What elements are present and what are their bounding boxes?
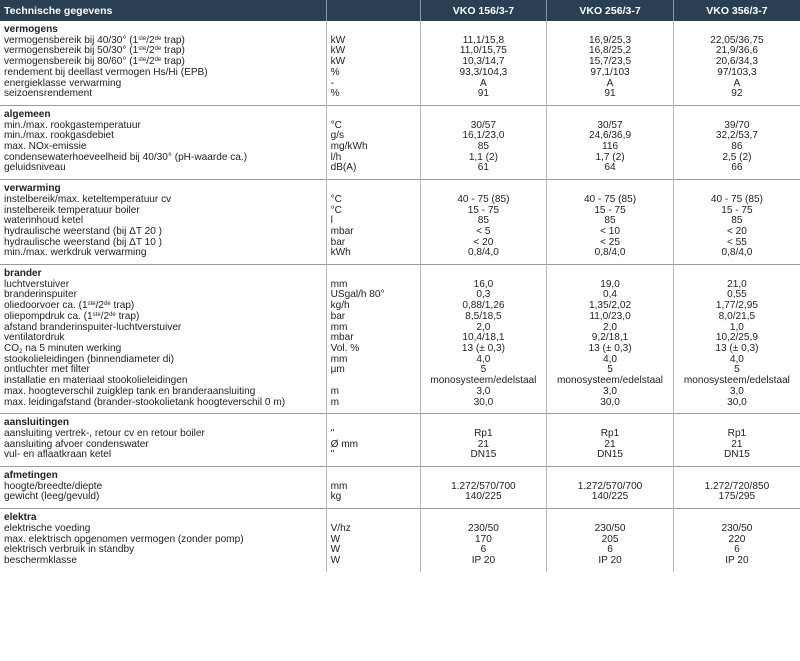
section-header-row	[0, 265, 800, 280]
spec-value: 97,1/103	[547, 68, 674, 79]
spec-label: max. leidingafstand (brander-stookolietank hoogteverschil 0 m)	[4, 396, 286, 408]
section-header-cell	[547, 21, 674, 36]
spec-unit: kg/h	[326, 301, 420, 312]
spec-value: 205	[547, 535, 674, 546]
spec-value: 40 - 75 (85)	[673, 195, 800, 206]
table-row	[0, 89, 800, 100]
spec-value: 16,8/25,2	[547, 46, 674, 57]
spec-body	[0, 21, 800, 572]
section-header-cell	[420, 105, 547, 120]
spec-label: afstand branderinspuiter-luchtverstuiver	[4, 321, 182, 333]
spec-value: 30,0	[547, 398, 674, 409]
spec-label: aansluiting afvoer condenswater	[4, 438, 149, 450]
table-row	[0, 312, 800, 323]
section-title: vermogens	[4, 24, 58, 35]
spec-value: < 5	[420, 227, 547, 238]
table-row	[0, 195, 800, 206]
table-row	[0, 398, 800, 409]
spec-value: 6	[547, 545, 674, 556]
spec-label: $CO_2$ na 5 minuten werking	[4, 342, 122, 355]
spec-label: elektrische voeding	[4, 522, 91, 534]
table-row	[0, 450, 800, 461]
spec-value: monosysteem/edelstaal	[547, 376, 674, 387]
spec-unit: kg	[326, 492, 420, 503]
section-header-cell	[673, 105, 800, 120]
spec-value: 64	[547, 163, 674, 174]
spec-value: 0,8/4,0	[420, 248, 547, 259]
spec-value: 91	[547, 89, 674, 100]
section-header-cell	[326, 21, 420, 36]
spec-unit: W	[326, 535, 420, 546]
spec-value: 91	[420, 89, 547, 100]
spec-unit: kWh	[326, 248, 420, 259]
table-row	[0, 68, 800, 79]
spec-value: 11,0/15,75	[420, 46, 547, 57]
spec-value: IP 20	[547, 556, 674, 567]
spec-unit: mg/kWh	[326, 142, 420, 153]
section-header-cell	[326, 509, 420, 524]
spec-label: ontluchter met filter	[4, 364, 90, 376]
section-header-row	[0, 180, 800, 195]
spec-value: 8,0/21,5	[673, 312, 800, 323]
spec-label: vermogensbereik bij 50/30° (1ste/2de trap)	[4, 45, 185, 57]
spec-label: oliepompdruk ca. (1ste/2de trap)	[4, 310, 140, 322]
section-title: verwarming	[0, 180, 326, 195]
spec-unit: "	[326, 450, 420, 461]
spec-value: A	[420, 79, 547, 90]
section-header-cell	[326, 265, 420, 280]
spec-value: 3,0	[547, 387, 674, 398]
spec-value: Rp1	[420, 429, 547, 440]
spec-value: A	[673, 79, 800, 90]
spec-value: 21	[420, 440, 547, 451]
section-title: brander	[0, 265, 326, 280]
spec-value: 19,0	[547, 280, 674, 291]
spec-value: 6	[420, 545, 547, 556]
spec-value: 0,3	[420, 290, 547, 301]
spacer-cell	[326, 567, 420, 572]
spec-unit: °C	[326, 206, 420, 217]
spec-value: DN15	[547, 450, 674, 461]
spec-value: 32,2/53,7	[673, 131, 800, 142]
spec-value: 3,0	[420, 387, 547, 398]
table-row	[0, 280, 800, 291]
spec-label: energieklasse verwarming	[4, 77, 122, 89]
spec-value: 10,4/18,1	[420, 333, 547, 344]
spec-value: 10,2/25,9	[673, 333, 800, 344]
section-header-row	[0, 21, 800, 36]
spec-unit: °C	[326, 195, 420, 206]
spec-label: instelbereik temperatuur boiler	[4, 204, 140, 216]
spec-unit: bar	[326, 312, 420, 323]
spec-value: 230/50	[547, 524, 674, 535]
spec-label: elektrisch verbruik in standby	[4, 544, 135, 556]
table-row	[0, 121, 800, 132]
spec-label: min./max. rookgasdebiet	[4, 130, 114, 142]
table-row	[0, 163, 800, 174]
spec-label: max. NOx-emissie	[4, 141, 87, 153]
spec-label: beschermklasse	[4, 554, 77, 566]
model-header: VKO 156/3-7	[420, 0, 547, 21]
spec-unit: mbar	[326, 227, 420, 238]
section-header-row	[0, 414, 800, 429]
spec-value: 4,0	[547, 355, 674, 366]
spec-unit: m	[326, 387, 420, 398]
section-header-row	[0, 467, 800, 482]
spec-value: 5	[673, 365, 800, 376]
spec-value: 1,35/2,02	[547, 301, 674, 312]
model-header: VKO 256/3-7	[547, 0, 674, 21]
spec-value: 170	[420, 535, 547, 546]
spec-unit: "	[326, 429, 420, 440]
spec-label: installatie en materiaal stookolieleidingen	[4, 375, 188, 387]
section-header-cell	[547, 265, 674, 280]
spec-value: 21	[673, 440, 800, 451]
spec-value: < 20	[420, 238, 547, 249]
spec-value: 220	[673, 535, 800, 546]
table-row	[0, 206, 800, 217]
spec-value: monosysteem/edelstaal	[673, 376, 800, 387]
spec-value: 6	[673, 545, 800, 556]
spec-value: < 10	[547, 227, 674, 238]
section-header-cell	[673, 509, 800, 524]
spec-value: 13 (± 0,3)	[547, 344, 674, 355]
spec-value: 1,0	[673, 323, 800, 334]
table-row	[0, 79, 800, 90]
spec-value: 15,7/23,5	[547, 57, 674, 68]
spec-label: vermogensbereik bij 80/60° (1ste/2de trap)	[4, 56, 185, 68]
spec-value: 15 - 75	[673, 206, 800, 217]
spec-label: hydraulische weerstand (bij ΔT 10 )	[4, 236, 163, 248]
spec-label: aansluiting vertrek-, retour cv en retour boiler	[4, 427, 205, 439]
spec-unit: kW	[326, 46, 420, 57]
section-header-cell	[420, 467, 547, 482]
spec-value: < 20	[673, 227, 800, 238]
section-header-cell	[547, 467, 674, 482]
spec-label: hoogte/breedte/diepte	[4, 480, 103, 492]
spec-value: 1.272/720/850	[673, 482, 800, 493]
spec-value: 175/295	[673, 492, 800, 503]
spec-value: 39/70	[673, 121, 800, 132]
spec-label: vermogensbereik bij 40/30° (1ste/2de trap)	[4, 34, 185, 46]
spec-unit: mm	[326, 323, 420, 334]
spec-label: rendement bij deellast vermogen Hs/Hi (EPB)	[4, 66, 208, 78]
section-header-cell	[547, 180, 674, 195]
table-row	[0, 440, 800, 451]
section-header-cell	[420, 414, 547, 429]
spec-value: < 25	[547, 238, 674, 249]
spec-value: 86	[673, 142, 800, 153]
section-header-cell	[547, 509, 674, 524]
section-title: algemeen	[0, 105, 326, 120]
spec-value: IP 20	[420, 556, 547, 567]
table-title: Technische gegevens	[0, 0, 326, 21]
spec-label: geluidsniveau	[4, 162, 66, 174]
spec-value: 5	[547, 365, 674, 376]
spec-unit: V/hz	[326, 524, 420, 535]
spec-value: 85	[673, 216, 800, 227]
spec-unit: kW	[326, 36, 420, 47]
spec-label: branderinspuiter	[4, 289, 77, 301]
spec-value: 5	[420, 365, 547, 376]
spec-value: 21,0	[673, 280, 800, 291]
spec-value: 61	[420, 163, 547, 174]
spec-value: 10,3/14,7	[420, 57, 547, 68]
section-title: aansluitingen	[0, 414, 326, 429]
table-row	[0, 556, 800, 567]
spec-label: min./max. rookgastemperatuur	[4, 119, 141, 131]
spec-unit: Ø mm	[326, 440, 420, 451]
spec-value: < 55	[673, 238, 800, 249]
section-header-row	[0, 509, 800, 524]
section-title: afmetingen	[0, 467, 326, 482]
section-title: elektra	[0, 509, 326, 524]
table-row	[0, 153, 800, 164]
spec-label: seizoensrendement	[4, 88, 93, 100]
spacer-cell	[0, 567, 326, 572]
spec-value: 21,9/36,6	[673, 46, 800, 57]
spec-label: vul- en aflaatkraan ketel	[4, 449, 112, 461]
spec-value: Rp1	[547, 429, 674, 440]
spec-value: 16,0	[420, 280, 547, 291]
spec-value: 140/225	[547, 492, 674, 503]
spec-value: 13 (± 0,3)	[420, 344, 547, 355]
spec-unit: l	[326, 216, 420, 227]
spec-value: 1,77/2,95	[673, 301, 800, 312]
spec-value: 30,0	[420, 398, 547, 409]
spec-value: 2,0	[547, 323, 674, 334]
spec-label: instelbereik/max. keteltemperatuur cv	[4, 193, 172, 205]
spec-value: 15 - 75	[420, 206, 547, 217]
spec-value: 30,0	[673, 398, 800, 409]
spec-unit: bar	[326, 238, 420, 249]
table-header-row	[0, 0, 800, 21]
spec-unit: dB(A)	[326, 163, 420, 174]
spec-value: 85	[420, 142, 547, 153]
spec-unit: m	[326, 398, 420, 409]
spec-unit: Vol. %	[326, 344, 420, 355]
spec-value: 21	[547, 440, 674, 451]
spec-label: max. elektrisch opgenomen vermogen (zonder pomp)	[4, 533, 244, 545]
spec-unit: W	[326, 556, 420, 567]
spec-value: 1,7 (2)	[547, 153, 674, 164]
table-row	[0, 248, 800, 259]
spec-value: 11,1/15,8	[420, 36, 547, 47]
spec-unit: g/s	[326, 131, 420, 142]
spec-value: 13 (± 0,3)	[673, 344, 800, 355]
section-spacer	[0, 567, 800, 572]
spec-value: 85	[547, 216, 674, 227]
table-row	[0, 387, 800, 398]
spec-label: luchtverstuiver	[4, 278, 70, 290]
spec-unit: %	[326, 68, 420, 79]
table-row	[0, 524, 800, 535]
spec-unit: USgal/h 80°	[326, 290, 420, 301]
spec-unit: W	[326, 545, 420, 556]
table-row	[0, 131, 800, 142]
spec-value: 22,05/36,75	[673, 36, 800, 47]
section-header-cell	[547, 414, 674, 429]
section-header-row	[0, 105, 800, 120]
section-header-cell	[673, 180, 800, 195]
spec-value: Rp1	[673, 429, 800, 440]
section-header-cell	[673, 265, 800, 280]
spec-label: hydraulische weerstand (bij ΔT 20 )	[4, 225, 163, 237]
spec-value: 116	[547, 142, 674, 153]
spec-label: max. hoogteverschil zuigklep tank en branderaansluiting	[4, 385, 256, 397]
spec-value: 140/225	[420, 492, 547, 503]
spec-value: 16,9/25,3	[547, 36, 674, 47]
spec-label: oliedoorvoer ca. (1ste/2de trap)	[4, 300, 135, 312]
model-header: VKO 356/3-7	[673, 0, 800, 21]
spec-unit: mm	[326, 355, 420, 366]
table-row	[0, 355, 800, 366]
section-header-cell	[420, 509, 547, 524]
spec-value: 0,4	[547, 290, 674, 301]
spec-value: 0,8/4,0	[673, 248, 800, 259]
spec-value: 1.272/570/700	[547, 482, 674, 493]
spec-value: A	[547, 79, 674, 90]
spec-unit: %	[326, 89, 420, 100]
spec-value: 30/57	[420, 121, 547, 132]
spec-value: 20,6/34,3	[673, 57, 800, 68]
spacer-cell	[673, 567, 800, 572]
section-header-cell	[326, 414, 420, 429]
spec-value: 93,3/104,3	[420, 68, 547, 79]
table-row	[0, 545, 800, 556]
section-header-cell	[673, 467, 800, 482]
table-row	[0, 492, 800, 503]
unit-header	[326, 0, 420, 21]
section-header-cell	[326, 467, 420, 482]
spec-unit	[326, 376, 420, 387]
spec-value: IP 20	[673, 556, 800, 567]
spec-value: 2,0	[420, 323, 547, 334]
spec-value: 230/50	[420, 524, 547, 535]
table-row	[0, 323, 800, 334]
spec-value: 9,2/18,1	[547, 333, 674, 344]
spec-unit: -	[326, 79, 420, 90]
spec-value: 11,0/23,0	[547, 312, 674, 323]
spacer-cell	[547, 567, 674, 572]
spec-value: 8,5/18,5	[420, 312, 547, 323]
spec-value: 1,1 (2)	[420, 153, 547, 164]
spec-value: monosysteem/edelstaal	[420, 376, 547, 387]
spec-unit: mbar	[326, 333, 420, 344]
spec-value: 16,1/23,0	[420, 131, 547, 142]
spec-value: 30/57	[547, 121, 674, 132]
spec-value: DN15	[420, 450, 547, 461]
spec-value: 40 - 75 (85)	[547, 195, 674, 206]
spec-value: 85	[420, 216, 547, 227]
spec-value: 97/103,3	[673, 68, 800, 79]
spec-value: 2,5 (2)	[673, 153, 800, 164]
spec-value: 4,0	[673, 355, 800, 366]
spec-label: min./max. werkdruk verwarming	[4, 247, 147, 259]
spec-unit: kW	[326, 57, 420, 68]
table-row	[0, 482, 800, 493]
spec-label: waterinhoud ketel	[4, 215, 84, 227]
spec-value: 4,0	[420, 355, 547, 366]
section-header-cell	[326, 180, 420, 195]
section-header-cell	[547, 105, 674, 120]
spec-value: 24,6/36,9	[547, 131, 674, 142]
spec-unit: °C	[326, 121, 420, 132]
section-header-cell	[326, 105, 420, 120]
spec-value: 40 - 75 (85)	[420, 195, 547, 206]
spec-unit: mm	[326, 280, 420, 291]
spacer-cell	[420, 567, 547, 572]
section-header-cell	[673, 21, 800, 36]
spec-label: condensewaterhoeveelheid bij 40/30° (pH-waarde ca.)	[4, 151, 248, 163]
table-row	[0, 429, 800, 440]
spec-label: stookolieleidingen (binnendiameter di)	[4, 353, 175, 365]
spec-value: 0,8/4,0	[547, 248, 674, 259]
spec-value: 15 - 75	[547, 206, 674, 217]
spec-unit: mm	[326, 482, 420, 493]
section-header-cell	[420, 265, 547, 280]
spec-value: 66	[673, 163, 800, 174]
spec-label: gewicht (leeg/gevuld)	[4, 491, 100, 503]
spec-unit: l/h	[326, 153, 420, 164]
section-header-cell	[420, 180, 547, 195]
spec-value: 3,0	[673, 387, 800, 398]
spec-value: 230/50	[673, 524, 800, 535]
spec-value: 0,55	[673, 290, 800, 301]
spec-value: 1.272/570/700	[420, 482, 547, 493]
spec-value: DN15	[673, 450, 800, 461]
spec-value: 0,88/1,26	[420, 301, 547, 312]
spec-value: 92	[673, 89, 800, 100]
section-header-cell	[420, 21, 547, 36]
spec-label: ventilatordruk	[4, 332, 65, 344]
spec-unit: µm	[326, 365, 420, 376]
section-header-cell	[673, 414, 800, 429]
